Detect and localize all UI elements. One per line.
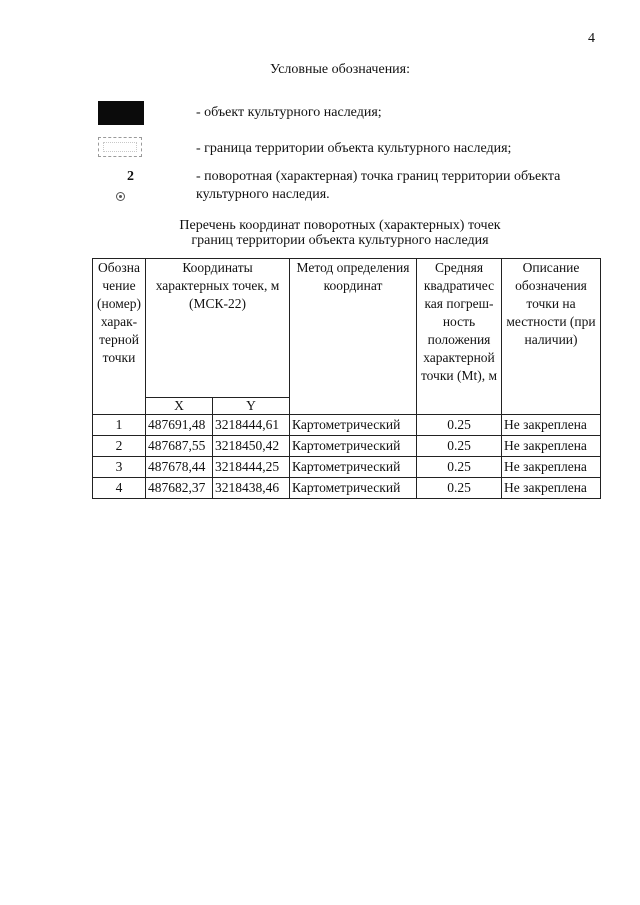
header-x: X: [146, 398, 213, 415]
cell-y: 3218450,42: [213, 436, 290, 457]
page-number: 4: [588, 31, 595, 46]
cell-y: 3218444,25: [213, 457, 290, 478]
cell-error: 0.25: [417, 415, 502, 436]
header-coordinates: Координаты характерных точек, м (МСК-22): [146, 259, 290, 398]
cell-method: Картометрический: [290, 415, 417, 436]
cell-number: 4: [93, 478, 146, 499]
table-row: [93, 457, 601, 478]
cell-method: Картометрический: [290, 457, 417, 478]
table-row: [93, 415, 601, 436]
list-title-line1: Перечень координат поворотных (характерных) точек: [179, 218, 501, 233]
point-marker-icon: [116, 192, 125, 201]
cell-method: Картометрический: [290, 436, 417, 457]
boundary-symbol: [98, 137, 142, 157]
cell-description: Не закреплена: [502, 415, 601, 436]
list-title: [0, 218, 640, 248]
point-marker-label: 2: [127, 169, 134, 184]
header-designation: Обозна чение (номер) харак- терной точки: [93, 259, 146, 415]
table-header-row: [93, 259, 601, 398]
cell-description: Не закреплена: [502, 436, 601, 457]
legend-text-boundary: - граница территории объекта культурного наследия;: [196, 141, 512, 156]
coordinates-table: [92, 258, 601, 499]
cell-x: 487687,55: [146, 436, 213, 457]
list-title-line2: границ территории объекта культурного наследия: [191, 233, 489, 248]
table-row: [93, 478, 601, 499]
cell-error: 0.25: [417, 436, 502, 457]
cell-y: 3218438,46: [213, 478, 290, 499]
legend-text-heritage: - объект культурного наследия;: [196, 105, 382, 120]
cell-x: 487678,44: [146, 457, 213, 478]
legend-title: Условные обозначения:: [269, 62, 411, 77]
header-y: Y: [213, 398, 290, 415]
cell-description: Не закреплена: [502, 457, 601, 478]
cell-method: Картометрический: [290, 478, 417, 499]
cell-description: Не закреплена: [502, 478, 601, 499]
header-error: Средняя квадратичес кая погреш- ность положения характерной точки (Mt), м: [417, 259, 502, 415]
cell-y: 3218444,61: [213, 415, 290, 436]
heritage-object-symbol: [98, 101, 144, 125]
cell-number: 2: [93, 436, 146, 457]
cell-number: 1: [93, 415, 146, 436]
cell-x: 487682,37: [146, 478, 213, 499]
header-method: Метод определения координат: [290, 259, 417, 415]
table-row: [93, 436, 601, 457]
header-description: Описание обозначения точки на местности (при наличии): [502, 259, 601, 415]
cell-error: 0.25: [417, 478, 502, 499]
legend-text-point: - поворотная (характерная) точка границ территории объекта культурного наследия.: [196, 169, 561, 202]
cell-error: 0.25: [417, 457, 502, 478]
cell-x: 487691,48: [146, 415, 213, 436]
cell-number: 3: [93, 457, 146, 478]
